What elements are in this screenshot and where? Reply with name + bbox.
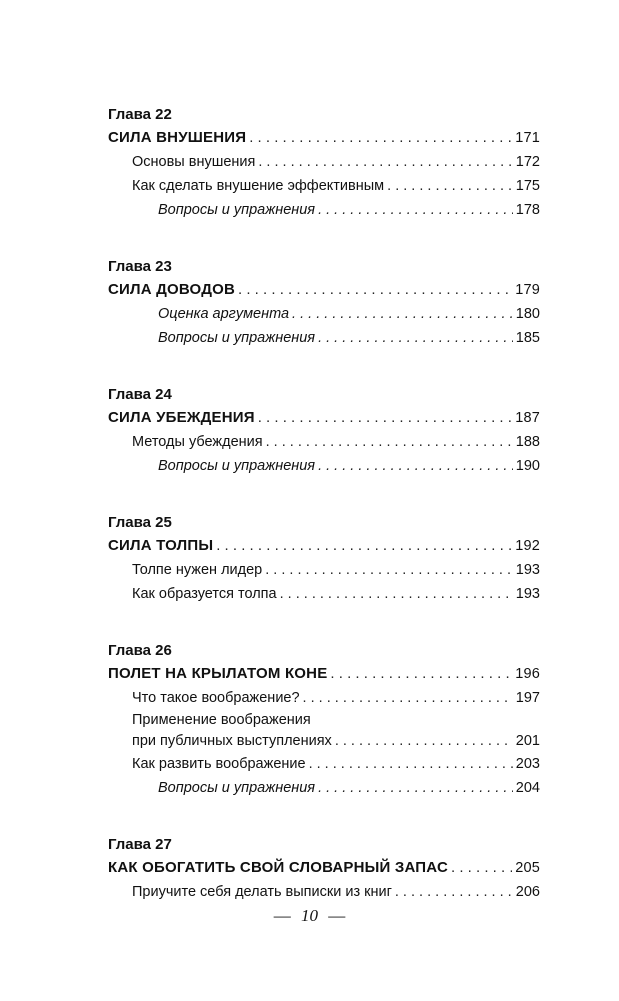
entry-title: Вопросы и упражнения	[158, 780, 316, 796]
leader-dots	[318, 326, 513, 350]
entry-page-number: 188	[515, 434, 540, 450]
entry-title: Как развить воображение	[132, 756, 306, 772]
chapter-title-entry[interactable]	[108, 126, 540, 150]
toc-chapter	[108, 256, 540, 350]
entry-title: Основы внушения	[132, 154, 256, 170]
entry-title: Вопросы и упражнения	[158, 330, 316, 346]
chapter-title-entry[interactable]	[108, 406, 540, 430]
entry-title-line2: при публичных выступлениях	[132, 733, 332, 749]
leader-dots	[280, 582, 513, 606]
leader-dots	[266, 430, 513, 454]
entry-page-number: 193	[515, 562, 540, 578]
entry-title: Как образуется толпа	[132, 586, 277, 602]
chapter-page-number: 179	[515, 282, 540, 298]
table-of-contents	[108, 104, 540, 938]
toc-entry[interactable]	[108, 302, 540, 326]
entry-title: Вопросы и упражнения	[158, 202, 316, 218]
chapter-title: СИЛА ДОВОДОВ	[108, 281, 236, 298]
chapter-page-number: 196	[515, 666, 540, 682]
chapter-title-entry[interactable]	[108, 534, 540, 558]
entry-title: Методы убеждения	[132, 434, 263, 450]
toc-chapter	[108, 104, 540, 222]
entry-page-number: 185	[515, 330, 540, 346]
chapter-label: Глава 23	[108, 258, 172, 275]
toc-chapter	[108, 640, 540, 800]
chapter-label: Глава 24	[108, 386, 172, 403]
chapter-label: Глава 22	[108, 106, 172, 123]
leader-dots	[330, 662, 512, 686]
toc-entry[interactable]	[108, 686, 540, 710]
chapter-page-number: 205	[515, 860, 540, 876]
chapter-title-entry[interactable]	[108, 278, 540, 302]
leader-dots	[387, 174, 513, 198]
toc-entry[interactable]	[108, 752, 540, 776]
leader-dots	[238, 278, 512, 302]
toc-entry[interactable]	[108, 326, 540, 350]
entry-page-number: 201	[515, 733, 540, 749]
leader-dots	[249, 126, 512, 150]
entry-title: Что такое воображение?	[132, 690, 300, 706]
leader-dots	[216, 534, 512, 558]
toc-chapter	[108, 512, 540, 606]
entry-title: Приучите себя делать выписки из книг	[132, 884, 392, 900]
chapter-page-number: 192	[515, 538, 540, 554]
chapter-title-entry[interactable]	[108, 856, 540, 880]
leader-dots	[265, 558, 513, 582]
chapter-title: КАК ОБОГАТИТЬ СВОЙ СЛОВАРНЫЙ ЗАПАС	[108, 859, 448, 876]
leader-dots	[258, 406, 513, 430]
entry-page-number: 197	[515, 690, 540, 706]
toc-chapter	[108, 834, 540, 904]
toc-chapter	[108, 384, 540, 478]
toc-entry[interactable]	[108, 454, 540, 478]
page-number: 10	[301, 906, 318, 925]
leader-dots	[318, 776, 513, 800]
toc-entry[interactable]	[108, 430, 540, 454]
entry-page-number: 203	[515, 756, 540, 772]
leader-dots	[303, 686, 513, 710]
entry-page-number: 206	[515, 884, 540, 900]
toc-entry[interactable]	[108, 198, 540, 222]
entry-page-number: 190	[515, 458, 540, 474]
entry-page-number: 180	[515, 306, 540, 322]
entry-page-number: 175	[515, 178, 540, 194]
chapter-label: Глава 27	[108, 836, 172, 853]
leader-dots	[451, 856, 512, 880]
chapter-page-number: 171	[515, 130, 540, 146]
chapter-title: СИЛА ТОЛПЫ	[108, 537, 214, 554]
chapter-title: СИЛА УБЕЖДЕНИЯ	[108, 409, 255, 426]
entry-title-line1: Применение воображения	[132, 712, 311, 728]
toc-entry[interactable]	[108, 776, 540, 800]
entry-page-number: 193	[515, 586, 540, 602]
chapter-title-entry[interactable]	[108, 662, 540, 686]
toc-entry[interactable]	[108, 880, 540, 904]
toc-entry[interactable]	[108, 150, 540, 174]
chapter-page-number: 187	[515, 410, 540, 426]
chapter-label: Глава 25	[108, 514, 172, 531]
leader-dots	[292, 302, 513, 326]
toc-entry[interactable]	[108, 174, 540, 198]
chapter-title: СИЛА ВНУШЕНИЯ	[108, 129, 247, 146]
entry-title: Оценка аргумента	[158, 306, 290, 322]
entry-page-number: 172	[515, 154, 540, 170]
toc-entry[interactable]	[108, 582, 540, 606]
leader-dots	[318, 198, 513, 222]
entry-title: Толпе нужен лидер	[132, 562, 263, 578]
leader-dots	[395, 880, 513, 904]
leader-dots	[258, 150, 512, 174]
page-footer	[0, 906, 619, 926]
entry-page-number: 204	[515, 780, 540, 796]
leader-dots	[318, 454, 513, 478]
leader-dots	[335, 730, 513, 752]
toc-entry[interactable]	[108, 558, 540, 582]
entry-page-number: 178	[515, 202, 540, 218]
chapter-label: Глава 26	[108, 642, 172, 659]
entry-title: Вопросы и упражнения	[158, 458, 316, 474]
footer-dash-right: —	[328, 906, 346, 925]
leader-dots	[309, 752, 513, 776]
chapter-title: ПОЛЕТ НА КРЫЛАТОМ КОНЕ	[108, 665, 328, 682]
footer-dash-left: —	[273, 906, 291, 925]
entry-title: Как сделать внушение эффективным	[132, 178, 385, 194]
toc-entry[interactable]	[108, 710, 540, 752]
